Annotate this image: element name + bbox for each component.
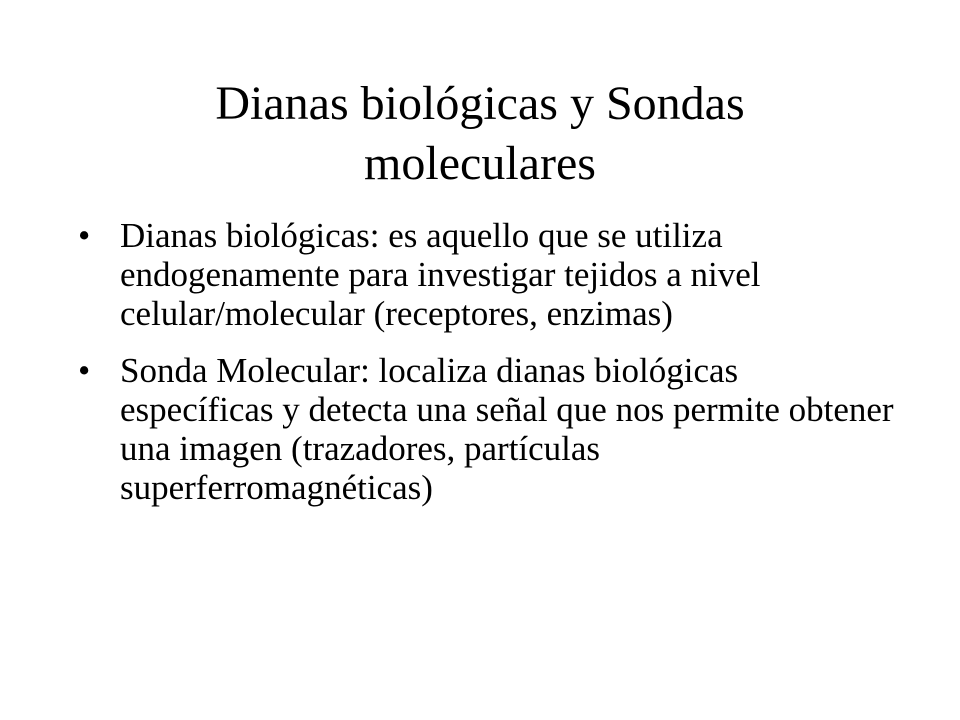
bullet-dot-icon: • (78, 351, 91, 390)
bullet-dot-icon: • (78, 216, 91, 255)
slide-title: Dianas biológicas y Sondas moleculares (215, 77, 745, 190)
bullet-text-dianas: Dianas biológicas: es aquello que se utiliza endogenamente para investigar tejidos a nivel celular/molecular (receptores, enzimas) (120, 216, 761, 333)
bullet-item-dianas (78, 216, 898, 333)
bullet-item-sonda (78, 351, 898, 507)
bullet-text-sonda: Sonda Molecular: localiza dianas biológicas específicas y detecta una señal que nos permite obtener una imagen (trazadores, partículas superferromagnéticas) (120, 351, 894, 507)
bullet-list (78, 216, 898, 525)
